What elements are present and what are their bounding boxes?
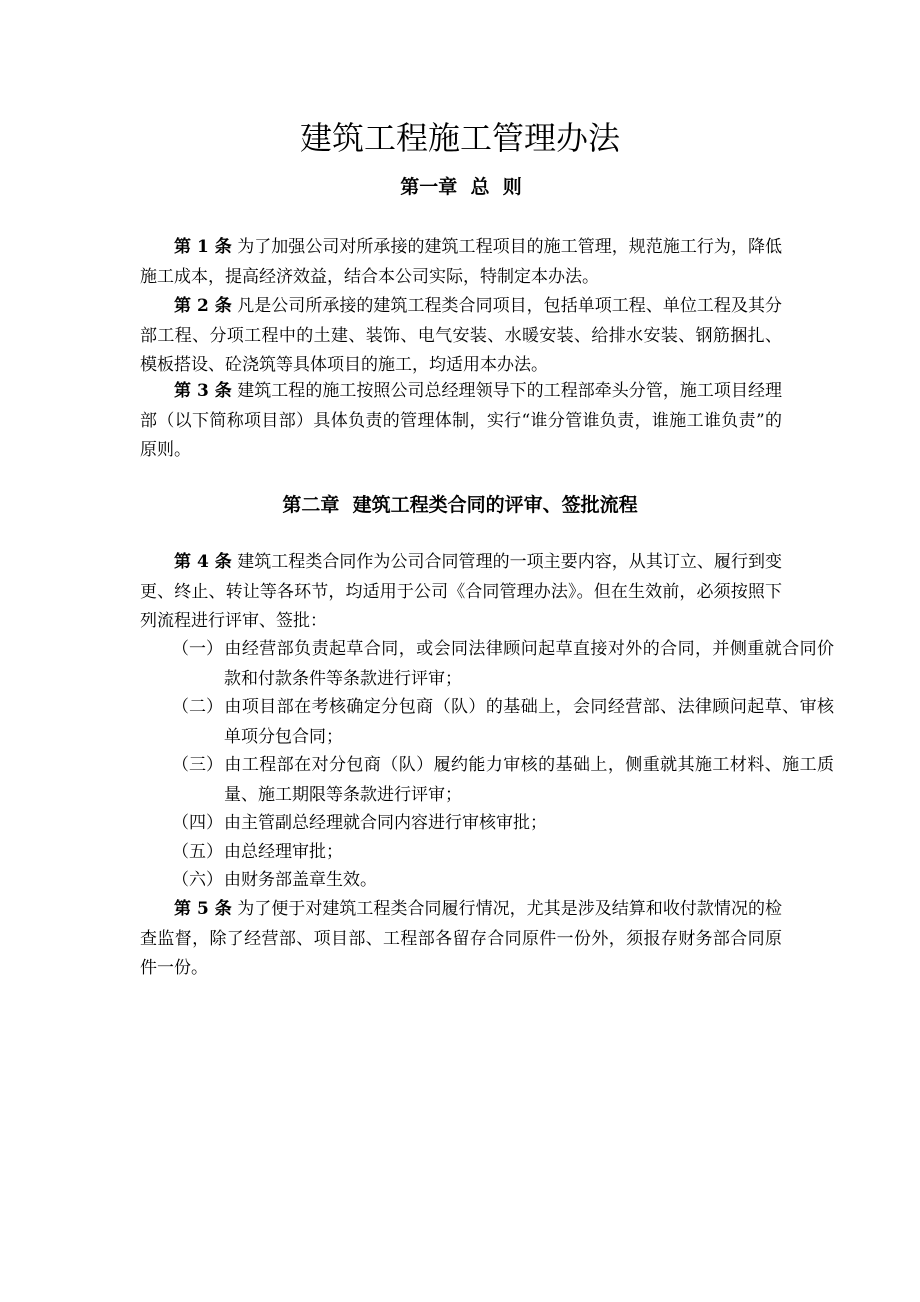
list-item-text: 由财务部盖章生效。 xyxy=(224,870,377,890)
article-5-text: 为了便于对建筑工程类合同履行情况，尤其是涉及结算和收付款情况的检查监督，除了经营部、项目部、工程部各留存合同原件一份外，须报存财务部合同原件一份。 xyxy=(140,899,783,978)
article-4 xyxy=(140,548,782,637)
article-4-text: 建筑工程类合同作为公司合同管理的一项主要内容，从其订立、履行到变更、终止、转让等各环节，均适用于公司《合同管理办法》。但在生效前，必须按照下列流程进行评审、签批： xyxy=(140,552,783,631)
list-item xyxy=(172,635,834,694)
list-item xyxy=(172,693,834,752)
article-1 xyxy=(140,233,782,292)
chapter-1-title: 第一章 总 则 xyxy=(400,176,522,198)
list-item xyxy=(172,751,834,810)
list-item xyxy=(172,866,834,896)
document-title: 建筑工程施工管理办法 xyxy=(299,119,620,157)
article-5 xyxy=(140,895,782,984)
article-2 xyxy=(140,292,782,381)
list-item-text: 由工程部在对分包商（队）履约能力审核的基础上，侧重就其施工材料、施工质量、施工期限等条款进行评审； xyxy=(224,755,834,805)
list-item-text: 由主管副总经理就合同内容进行审核审批； xyxy=(224,813,547,833)
list-item-mark: （二） xyxy=(172,697,223,717)
article-4-number: 第 4 条 xyxy=(174,552,232,572)
article-3 xyxy=(140,377,782,466)
list-item-text: 由经营部负责起草合同，或会同法律顾问起草直接对外的合同，并侧重就合同价款和付款条件等条款进行评审； xyxy=(224,639,834,689)
article-3-text: 建筑工程的施工按照公司总经理领导下的工程部牵头分管，施工项目经理部（以下简称项目部）具体负责的管理体制，实行“谁分管谁负责，谁施工谁负责”的原则。 xyxy=(140,381,783,460)
list-item-mark: （三） xyxy=(172,755,223,775)
list-item xyxy=(172,809,834,839)
article-1-number: 第 1 条 xyxy=(174,237,232,257)
article-3-number: 第 3 条 xyxy=(174,381,232,401)
article-2-number: 第 2 条 xyxy=(174,296,232,316)
list-item xyxy=(172,838,834,868)
list-item-mark: （四） xyxy=(172,813,223,833)
article-1-text: 为了加强公司对所承接的建筑工程项目的施工管理，规范施工行为，降低施工成本，提高经济效益，结合本公司实际，特制定本办法。 xyxy=(140,237,783,287)
list-item-text: 由总经理审批； xyxy=(224,842,343,862)
list-item-mark: （一） xyxy=(172,639,223,659)
list-item-mark: （六） xyxy=(172,870,223,890)
article-5-number: 第 5 条 xyxy=(174,899,232,919)
chapter-2-title: 第二章 建筑工程类合同的评审、签批流程 xyxy=(282,494,638,516)
list-item-mark: （五） xyxy=(172,842,223,862)
article-2-text: 凡是公司所承接的建筑工程类合同项目，包括单项工程、单位工程及其分部工程、分项工程中的土建、装饰、电气安装、水暖安装、给排水安装、钢筋捆扎、模板搭设、砼浇筑等具体项目的施工，均适用本办法。 xyxy=(140,296,783,375)
list-item-text: 由项目部在考核确定分包商（队）的基础上，会同经营部、法律顾问起草、审核单项分包合同； xyxy=(224,697,834,747)
